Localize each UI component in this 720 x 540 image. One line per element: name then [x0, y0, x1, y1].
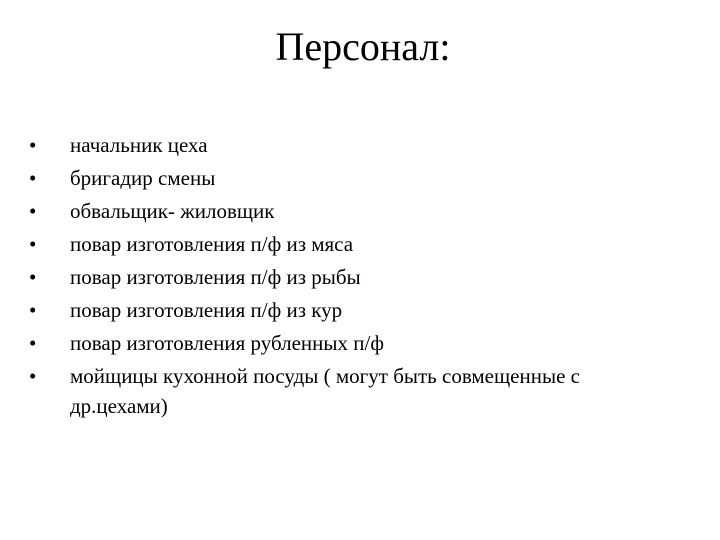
list-item-text: бригадир смены — [70, 166, 216, 190]
bullet-icon: • — [29, 166, 37, 190]
bullet-icon: • — [29, 364, 37, 388]
list-item-text: начальник цеха — [70, 133, 208, 157]
list-item-text: повар изготовления п/ф из мяса — [70, 232, 354, 256]
bullet-icon: • — [29, 133, 37, 157]
list-item — [0, 296, 720, 326]
list-item-text: повар изготовления п/ф из кур — [70, 298, 343, 322]
slide-title-text: Персонал: — [275, 24, 451, 69]
bullet-icon: • — [29, 199, 37, 223]
list-item-text: мойщицы кухонной посуды ( могут быть совмещенные с др.цехами) — [70, 364, 580, 418]
list-item — [0, 329, 720, 359]
list-item — [0, 131, 720, 161]
list-item — [0, 164, 720, 194]
list-item-text: повар изготовления п/ф из рыбы — [70, 265, 361, 289]
bullet-list — [0, 131, 720, 425]
bullet-icon: • — [29, 331, 37, 355]
list-item — [0, 263, 720, 293]
list-item — [0, 362, 720, 421]
bullet-icon: • — [29, 265, 37, 289]
list-item-text: повар изготовления рубленных п/ф — [70, 331, 384, 355]
list-item-text: обвальщик- жиловщик — [70, 199, 275, 223]
list-item — [0, 197, 720, 227]
bullet-icon: • — [29, 232, 37, 256]
slide-title — [0, 22, 720, 72]
bullet-icon: • — [29, 298, 37, 322]
list-item — [0, 230, 720, 260]
